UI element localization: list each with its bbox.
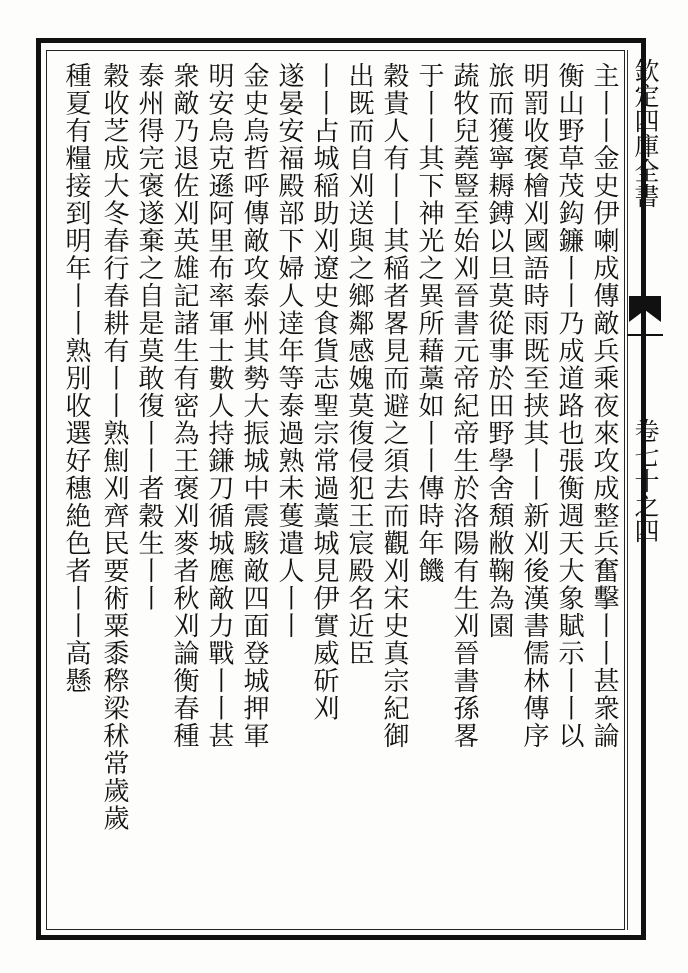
- text-column-9: 丨丨占城稲助刈遼史食貨志聖宗常過藁城見伊實威斫刈: [309, 62, 339, 722]
- text-column-16: 種夏有糧接到明年丨丨熟別收選好穗絶色者丨丨高懸: [61, 62, 91, 695]
- margin-title: 欽定四庫全書: [631, 58, 660, 208]
- text-column-12: 明安烏克遜阿里布率軍士數人持鎌刀循城應敵力戰丨丨甚: [204, 62, 234, 750]
- text-column-10: 遂晏安福殿部下婦人逹年等泰過熟未蒦遣人丨丨: [274, 62, 304, 640]
- text-column-7: 穀貴人有丨丨其稲者畧見而避之須去而觀刈宋史真宗紀御: [379, 62, 409, 750]
- margin-volume: 卷七十之四: [631, 418, 660, 543]
- fish-tail-mark-icon: [627, 292, 663, 328]
- text-column-6: 于丨丨其下神光之異所藉藁如丨丨傳時年饑: [414, 62, 444, 585]
- text-column-4: 旅而獲寧耨鎛以旦莫從事於田野學舍頽敝鞠為園: [484, 62, 514, 640]
- text-column-1: 主丨丨金史伊喇成傳敵兵乘夜來攻成整兵奮擊丨丨甚衆論: [589, 62, 619, 750]
- text-column-13: 衆敵乃退佐刈英雄記諸生有密為王褒刈麥者秋刈論衡春種: [169, 62, 199, 750]
- text-column-3: 明罰收褒檜刈國語時雨既至挟其丨丨新刈後漢書儒林傳序: [519, 62, 549, 750]
- text-column-15: 穀收芝成大冬春行春耕有丨丨熟劁刈齊民要術粟黍穄梁秫常歲歲: [99, 62, 129, 832]
- margin-rule: [627, 334, 663, 336]
- text-column-5: 蔬牧兒蕘豎至始刈晉書元帝紀帝生於洛陽有生刈晉書孫畧: [449, 62, 479, 750]
- text-column-11: 金史烏哲呼傳敵攻泰州其勢大振城中震駭敵四面登城押軍: [239, 62, 269, 750]
- text-column-14: 泰州得完褒遂棄之自是莫敢復丨丨者穀生丨丨: [134, 62, 164, 612]
- text-column-2: 衡山野草茂鈎鐮丨丨乃成道路也張衡週天大象賦示丨丨以: [554, 62, 584, 750]
- text-column-8: 出既而自刈送與之鄉鄰感媿莫復侵犯王宸殿名近臣: [344, 62, 374, 667]
